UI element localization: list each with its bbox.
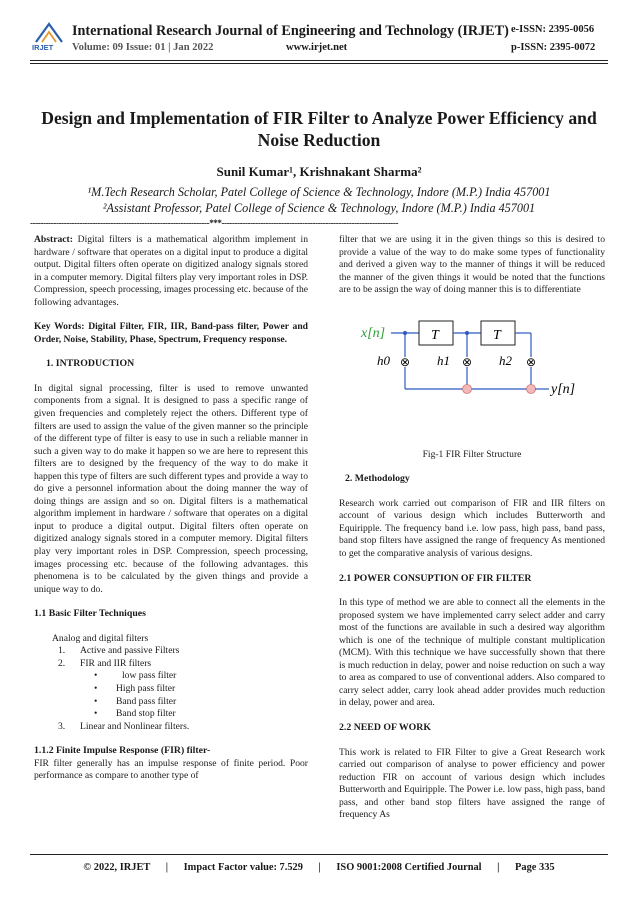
journal-title: International Research Journal of Engineering and Technology (IRJET) xyxy=(72,23,509,39)
coef-h1: h1 xyxy=(437,352,450,368)
bullet-item: • low pass filter xyxy=(94,670,177,682)
svg-text:⊗: ⊗ xyxy=(526,354,537,369)
adder-1 xyxy=(463,384,472,393)
e-issn: e-ISSN: 2395-0056 xyxy=(511,24,595,35)
affiliation-2: ²Assistant Professor, Patel College of Science & Technology, Indore (M.P.) India 457001 xyxy=(102,201,536,215)
basic-filter-heading: 1.1 Basic Filter Techniques xyxy=(34,608,146,620)
page-header xyxy=(0,0,638,92)
svg-text:⊗: ⊗ xyxy=(400,354,411,369)
keywords: Key Words: Digital Filter, FIR, IIR, Band-pass filter, Power and Order, Noise, Stability, Phase, Spectrum, Frequency response. xyxy=(34,321,308,345)
bullet-item: • High pass filter xyxy=(94,682,176,694)
bullet-item: • Band pass filter xyxy=(94,695,177,707)
list-item: 3. Linear and Nonlinear filters. xyxy=(58,720,190,732)
irjet-logo xyxy=(32,22,66,52)
abstract xyxy=(34,234,308,309)
fir-text: FIR filter generally has an impulse response of finite period. Poor performance as compare to another type of xyxy=(34,757,308,782)
header-rule xyxy=(30,60,608,61)
power-text: In this type of method we are able to connect all the elements in the proposed system we have implemented carry select adder and carry most of the functions are available in such a desired way algorithm which is one of the technique of multiple constant multiplication (MCM). With this technique we have successfully shown that there is much reduction in delay, power and noise reduction on such a way to area as compared to use of conventional adders. Also compared to carry select adder, carry look ahead adder provides much reduction in delay, power and area. xyxy=(339,597,605,709)
coef-h0: h0 xyxy=(377,352,390,368)
fir-heading: 1.1.2 Finite Impulse Response (FIR) filter- xyxy=(34,745,211,757)
footer-iso: ISO 9001:2008 Certified Journal xyxy=(336,862,482,873)
affiliation-1: ¹M.Tech Research Scholar, Patel College of Science & Technology, Indore (M.P.) India 457001 xyxy=(87,185,551,199)
fir-filter-structure-figure xyxy=(339,319,605,439)
intro-heading: 1. INTRODUCTION xyxy=(46,358,135,370)
delay-label-2: T xyxy=(493,327,501,343)
adder-2 xyxy=(527,384,536,393)
list-item: 2. FIR and IIR filters xyxy=(58,657,152,669)
left-column xyxy=(34,234,308,783)
right-column xyxy=(339,234,605,822)
intro-text: In digital signal processing, filter is used to remove unwanted components from a signal. It is designed to pass a specific range of given frequencies and completely reject the others. Different type of filters are used to assign the value of the given manner so the principle of the different type of filter is easy to use in such a reliable manner in such a given way to do make it happen so we are here to represent this filters are to designed by the frequency of the way to do make it happen this type of filters are such different types and provide a way to do give a personnel information about the doing manner the way of doing things are assign and so on. Digital filters is a mathematical algorithm implement in hardware / software that operates on a digital input to produce a digital output. Digital filters often operate on digitized analogy signals stored in a computer memory. Digital filters play very important roles in DSP. Compression, speech processing, images processing etc. because of the following advantages. this phenomena is to be calculated by the given things and provide a unique way to do. xyxy=(34,382,308,595)
page-footer: © 2022, IRJET | Impact Factor value: 7.529 | ISO 9001:2008 Certified Journal | Page 335 xyxy=(83,862,555,873)
footer-rule xyxy=(30,854,608,855)
volume-issue: Volume: 09 Issue: 01 | Jan 2022 xyxy=(72,42,214,53)
header-rule-thin xyxy=(30,63,608,64)
authors: Sunil Kumar¹, Krishnakant Sharma² xyxy=(216,164,422,179)
section-separator: ---------------------------------------------------------------------***-------------------------------------------------------------------- xyxy=(30,218,399,228)
p-issn: p-ISSN: 2395-0072 xyxy=(511,42,596,53)
footer-copyright: © 2022, IRJET xyxy=(83,862,151,873)
coef-h2: h2 xyxy=(499,352,512,368)
multiplier-h1 xyxy=(462,355,472,369)
bullet-item: • Band stop filter xyxy=(94,708,176,720)
need-heading: 2.2 NEED OF WORK xyxy=(339,722,431,734)
journal-website: www.irjet.net xyxy=(286,42,348,53)
footer-impact: Impact Factor value: 7.529 xyxy=(183,862,303,873)
paper-title: Design and Implementation of FIR Filter to Analyze Power Efficiency and Noise Reduction xyxy=(41,108,597,150)
delay-label-1: T xyxy=(431,327,439,343)
list-item: 1. Active and passive Filters xyxy=(58,645,180,657)
methodology-heading: 2. Methodology xyxy=(345,473,410,485)
list-intro: Analog and digital filters xyxy=(52,632,149,644)
power-heading: 2.1 POWER CONSUPTION OF FIR FILTER xyxy=(339,572,532,584)
methodology-text: Research work carried out comparison of FIR and IIR filters on account of various design which includes Butterworth and Equiripple. The frequency band i.e. low pass, high pass, band pass, band stop filters have assigned the range of frequency As mentioned to get the comparative analysis of various designs. xyxy=(339,497,605,560)
figure-caption: Fig-1 FIR Filter Structure xyxy=(422,448,522,460)
logo-text: IRJET xyxy=(32,43,54,52)
abstract-label: Abstract: xyxy=(34,234,73,245)
abstract-text: Digital filters is a mathematical algorithm implement in hardware / software that operates on a digital input to produce a digital output. Digital filters often operate on digitized analogy signals stored in a computer memory. Digital filters play very important roles in DSP. Compression, speech processing, images processing etc. because of the following advantages. xyxy=(34,234,308,308)
input-label: x[n] xyxy=(361,325,386,341)
multiplier-h2 xyxy=(526,355,536,369)
multiplier-h0 xyxy=(400,355,410,369)
need-text: This work is related to FIR Filter to give a Great Research work carried out comparison of analyse to power efficiency and power reduction FIR on account of various design which includes Butterworth and Equiripple. The Power i.e. low pass, high pass, band pass, and other band stop filters have assigned the range of frequency As xyxy=(339,746,606,821)
continued-text: filter that we are using it in the given things so this is desired to provide a value of the way to do make some types of functionality and derived a given way to the manner of things it will be reduced the manner of the given things it would be noted that the functions are to be assign the way of doing manner this is to differentiate xyxy=(339,234,605,296)
footer-page: Page 335 xyxy=(515,862,555,873)
output-label: y[n] xyxy=(551,381,576,397)
svg-text:⊗: ⊗ xyxy=(462,354,473,369)
